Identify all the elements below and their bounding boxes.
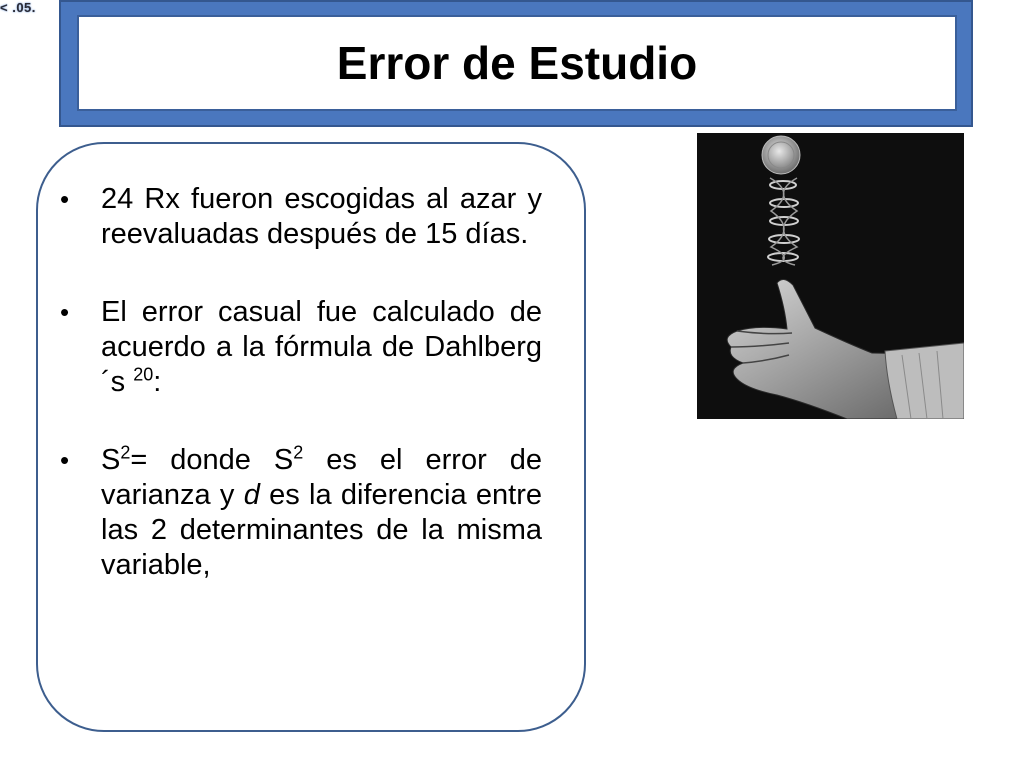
bullet-text: $S^2=$ donde $S^2$ es el error de varianza y d es la diferencia entre las 2 determinantes de la misma variable, (101, 442, 542, 581)
citation-sup: 20 (133, 364, 154, 385)
bullet-item (60, 295, 542, 400)
coin-flip-photo (697, 133, 964, 419)
title-box (77, 15, 957, 111)
bullet-text: El error casual fue calculado de acuerdo a la fórmula de Dahlberg´s $^{20}$: (101, 296, 542, 398)
bullet-item (60, 443, 542, 583)
bullet-dot: • (60, 297, 70, 327)
corner-label: < .05. (0, 0, 36, 15)
bullet-item (60, 182, 542, 252)
bullet-dot: • (60, 184, 70, 214)
bullet-dot: • (60, 445, 70, 475)
bullet-list (60, 182, 542, 626)
coin-flip-illustration (697, 133, 964, 419)
bullet-text: 24 Rx fueron escogidas al azar y reevaluadas después de 15 días. (101, 183, 542, 250)
slide-title: Error de Estudio (336, 37, 698, 89)
